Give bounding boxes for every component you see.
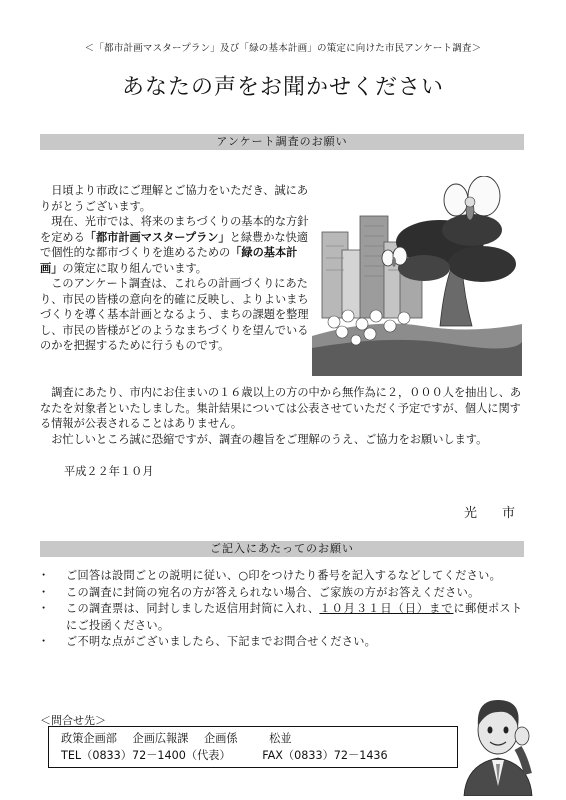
list-item: ・ ご不明な点がございましたら、下記までお問合せください。	[40, 634, 530, 651]
contact-person: 松並	[269, 732, 292, 745]
contact-label: ＜問合せ先＞	[40, 714, 106, 727]
instruction-list	[40, 568, 530, 651]
contact-division: 企画広報課	[132, 732, 189, 745]
contact-box	[48, 726, 458, 768]
sampling-paragraph: 調査にあたり、市内にお住まいの１６歳以上の方の中から無作為に２，０００人を抽出し、あなたを対象者といたしました。集計結果については公表させていただく予定ですが、個人に関する情報が公表されることはありません。	[40, 386, 522, 430]
note3-text-b: に郵便ポストにご投函ください。	[66, 602, 523, 632]
contact-section: 企画係	[204, 732, 238, 745]
contact-tel: TEL（0833）72－1400（代表）	[61, 749, 231, 762]
green-plan-name: 「緑の基本計画」	[40, 246, 298, 275]
page-title: あなたの声をお聞かせください	[121, 75, 444, 100]
deadline-date: １０月３１日（日）まで	[319, 602, 454, 615]
master-plan-name: 「都市計画マスタープラン」	[84, 230, 230, 244]
section-heading-filling-instructions: ご記入にあたってのお願い	[40, 541, 524, 557]
plan-paragraph	[40, 214, 310, 276]
details-text	[40, 385, 530, 447]
section-heading-survey-request: アンケート調査のお願い	[40, 134, 524, 150]
list-item: ・ ご回答は設問ごとの説明に従い、○印をつけたり番号を記入するなどしてください。	[40, 568, 530, 585]
greeting-paragraph: 日頃より市政にご理解とご協力をいただき、誠にありがとうございます。	[40, 184, 309, 213]
issuer-city: 光 市	[464, 506, 522, 521]
staff-person-illustration	[458, 686, 538, 796]
butterfly-large	[444, 176, 500, 220]
note3-text-a: この調査票は、同封しました返信用封筒に入れ、	[66, 602, 320, 615]
plan-text-c: と緑豊かな快適で個性的な都市づくりを進めるための	[40, 230, 308, 259]
purpose-paragraph: このアンケート調査は、これらの計画づくりにあたり、市民の皆様の意向を的確に反映し、よりよいまちづくりを導く基本計画となるよう、まちの課題を整理し、市民の皆様がどのようなまちづくりを望んでいるのかを把握するために行うものです。	[40, 277, 309, 352]
contact-fax: FAX（0833）72－1436	[262, 749, 388, 762]
contact-phone-row	[61, 747, 445, 764]
plan-text-a: 現在、光市では、将来のまちづくりの基本的な方針を定める	[40, 215, 309, 244]
city-nature-illustration	[312, 176, 522, 376]
list-item	[40, 601, 530, 634]
closing-paragraph: お忙しいところ誠に恐縮ですが、調査の趣旨をご理解のうえ、ご協力をお願いします。	[51, 432, 488, 446]
plan-text-d: の策定に取り組んでいます。	[62, 261, 207, 275]
survey-subtitle: ＜「都市計画マスタープラン」及び「緑の基本計画」の策定に向けた市民アンケート調査＞	[84, 43, 482, 54]
issue-date: 平成２２年１０月	[64, 465, 154, 478]
contact-dept: 政策企画部	[61, 732, 117, 745]
contact-department-row	[61, 730, 445, 747]
list-item: ・ この調査に封筒の宛名の方が答えられない場合、ご家族の方がお答えください。	[40, 585, 530, 602]
intro-text	[40, 183, 310, 354]
